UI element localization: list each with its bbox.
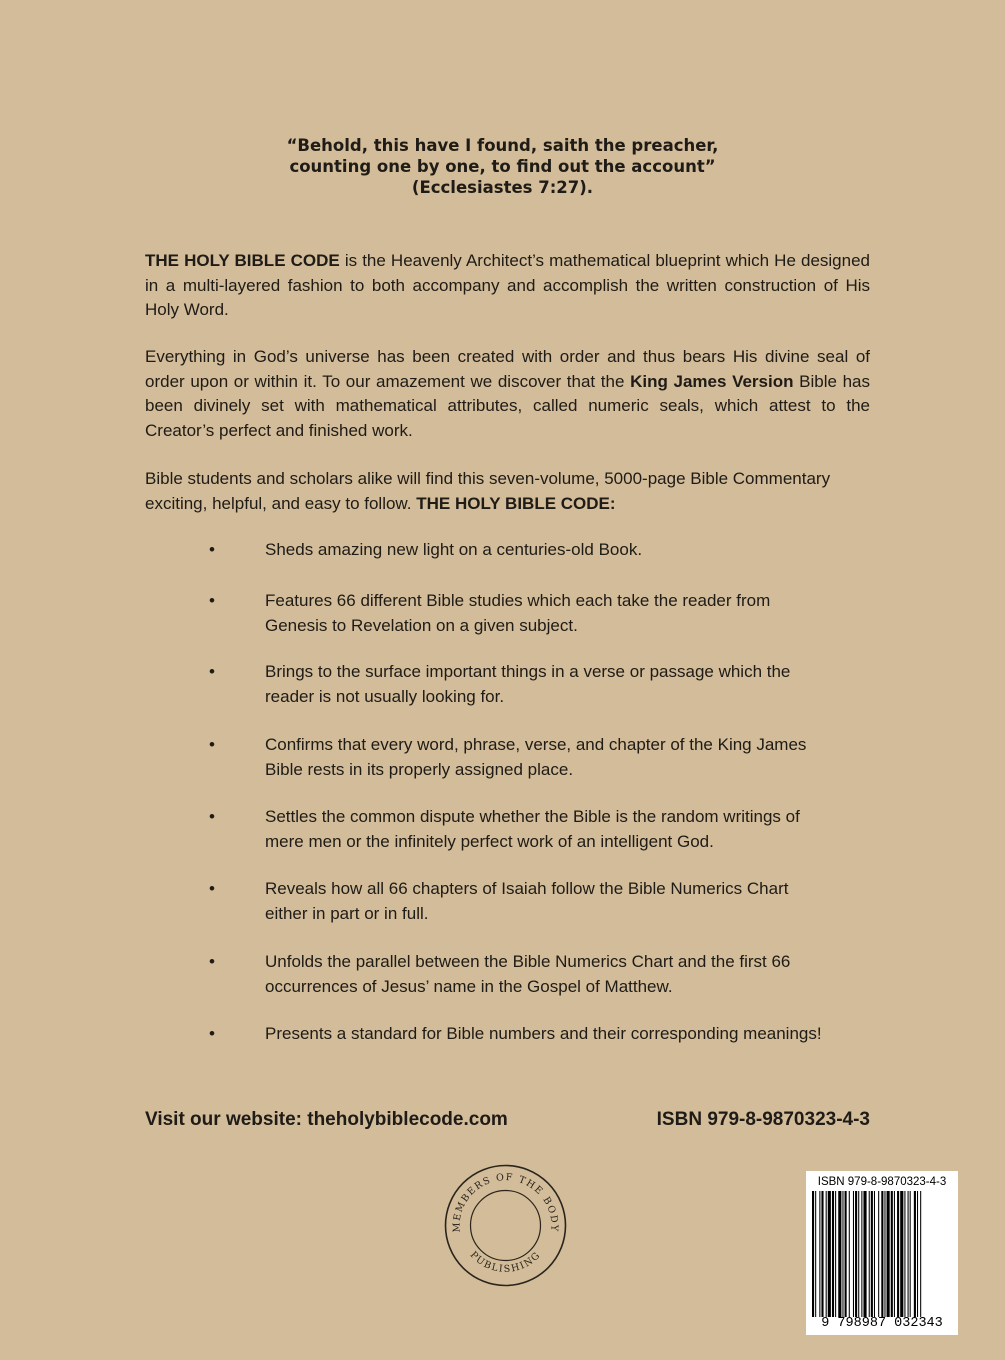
barcode-bar <box>908 1191 909 1317</box>
barcode-bar <box>858 1191 859 1317</box>
barcode-bar <box>900 1191 903 1317</box>
feature-line-1: Confirms that every word, phrase, verse, and chapter of the King James <box>265 735 807 754</box>
bullet-icon: • <box>209 952 215 971</box>
barcode-bar <box>914 1191 916 1317</box>
bullet-icon: • <box>209 879 215 898</box>
barcode-icon <box>810 1191 954 1317</box>
barcode-bar <box>849 1191 850 1317</box>
barcode-digits: 9 798987 032343 <box>821 1316 943 1331</box>
bullet-icon: • <box>209 591 215 610</box>
bullet-icon: • <box>209 540 215 559</box>
feature-text <box>265 538 845 563</box>
feature-text <box>265 950 845 999</box>
feature-text <box>265 805 845 854</box>
intro-paragraph-1-text: is the Heavenly Architect’s mathematical blueprint which He designed in a multi-layered fashion to both accompany and accomplish the written construction of His Holy Word. <box>145 251 871 319</box>
quote-line-2: counting one by one, to find out the account” <box>289 157 716 176</box>
barcode-bar <box>853 1191 854 1317</box>
kjv-bold: King James Version <box>630 371 794 391</box>
feature-line-2: Genesis to Revelation on a given subject. <box>265 615 578 635</box>
feature-line-2: occurrences of Jesus’ name in the Gospel of Matthew. <box>265 976 673 996</box>
feature-line-1: Settles the common dispute whether the Bible is the random writings of <box>265 807 800 826</box>
intro-paragraph-3-text: Bible students and scholars alike will find this seven-volume, 5000-page Bible Commentary exciting, helpful, and easy to follow. <box>145 469 831 513</box>
feature-line-2: Bible rests in its properly assigned place. <box>265 759 574 779</box>
epigraph-quote <box>0 135 1005 198</box>
intro-paragraph-3 <box>145 467 870 516</box>
feature-line-1: Unfolds the parallel between the Bible Numerics Chart and the first 66 <box>265 952 791 971</box>
feature-text <box>265 733 845 782</box>
feature-line-1: Brings to the surface important things in a verse or passage which the <box>265 662 791 681</box>
intro-paragraph-2 <box>145 345 870 443</box>
feature-line-2: either in part or in full. <box>265 903 429 923</box>
feature-line-2: reader is not usually looking for. <box>265 686 505 706</box>
barcode-bar <box>887 1191 890 1317</box>
quote-citation: (Ecclesiastes 7:27). <box>411 178 594 197</box>
barcode-bar <box>815 1191 816 1317</box>
barcode-bar <box>863 1191 866 1317</box>
feature-line-2: mere men or the infinitely perfect work of an intelligent God. <box>265 831 714 851</box>
isbn-line: ISBN 979-8-9870323-4-3 <box>656 1109 870 1130</box>
feature-line-1: Presents a standard for Bible numbers and their corresponding meanings! <box>265 1024 822 1043</box>
seal-top-text: MEMBERS OF THE BODY <box>451 1172 560 1233</box>
barcode-bar <box>910 1191 911 1317</box>
feature-text <box>265 660 845 709</box>
barcode-bar <box>897 1191 899 1317</box>
barcode-bar <box>871 1191 873 1317</box>
barcode-bar <box>855 1191 857 1317</box>
bullet-icon: • <box>209 1024 215 1043</box>
bullet-icon: • <box>209 662 215 681</box>
intro-paragraph-2-text-b: Bible has been divinely set with mathematical attributes, called numeric seals, which attest to the Creator’s perfect and finished work. <box>145 371 870 440</box>
barcode-bar <box>917 1191 918 1317</box>
book-title-inline: THE HOLY BIBLE CODE <box>145 251 340 270</box>
feature-text <box>265 877 845 926</box>
barcode-bar <box>845 1191 847 1317</box>
barcode-bar <box>878 1191 879 1317</box>
seal-bottom-text: PUBLISHING <box>467 1249 544 1275</box>
barcode-bar <box>881 1191 883 1317</box>
barcode-bar <box>920 1191 921 1317</box>
barcode-bar <box>874 1191 875 1317</box>
feature-text <box>265 589 845 638</box>
barcode-bar <box>835 1191 836 1317</box>
book-title-lead-in: THE HOLY BIBLE CODE: <box>416 493 616 513</box>
barcode-bar <box>861 1191 862 1317</box>
barcode-bar <box>819 1191 820 1317</box>
barcode-block <box>806 1171 958 1335</box>
publisher-seal-icon <box>443 1163 568 1288</box>
barcode-bar <box>891 1191 893 1317</box>
barcode-isbn-label: ISBN 979-8-9870323-4-3 <box>817 1176 947 1188</box>
barcode-bar <box>821 1191 823 1317</box>
feature-line-1: Sheds amazing new light on a centuries-old Book. <box>265 540 643 559</box>
svg-text:PUBLISHING <box>468 1250 544 1275</box>
feature-text <box>265 1022 845 1047</box>
barcode-bar <box>832 1191 834 1317</box>
barcode-bar <box>828 1191 831 1317</box>
svg-text:MEMBERS OF THE BODY <box>451 1172 559 1233</box>
barcode-bar <box>894 1191 895 1317</box>
barcode-bar <box>826 1191 827 1317</box>
bullet-icon: • <box>209 735 215 754</box>
intro-paragraph-1 <box>145 249 870 323</box>
website-line: Visit our website: theholybiblecode.com <box>145 1109 508 1130</box>
barcode-bar <box>838 1191 841 1317</box>
barcode-bar <box>812 1191 814 1317</box>
quote-line-1: “Behold, this have I found, saith the preacher, <box>286 136 719 155</box>
feature-line-1: Reveals how all 66 chapters of Isaiah follow the Bible Numerics Chart <box>265 879 789 898</box>
feature-line-1: Features 66 different Bible studies which each take the reader from <box>265 591 771 610</box>
barcode-bar <box>869 1191 870 1317</box>
barcode-bar <box>884 1191 885 1317</box>
intro-paragraph-2-text-a: Everything in God’s universe has been created with order and thus bears His divine seal of order upon or within it. To our amazement we discover that the <box>145 347 870 391</box>
barcode-bar <box>842 1191 843 1317</box>
barcode-bar <box>904 1191 905 1317</box>
bullet-icon: • <box>209 807 215 826</box>
